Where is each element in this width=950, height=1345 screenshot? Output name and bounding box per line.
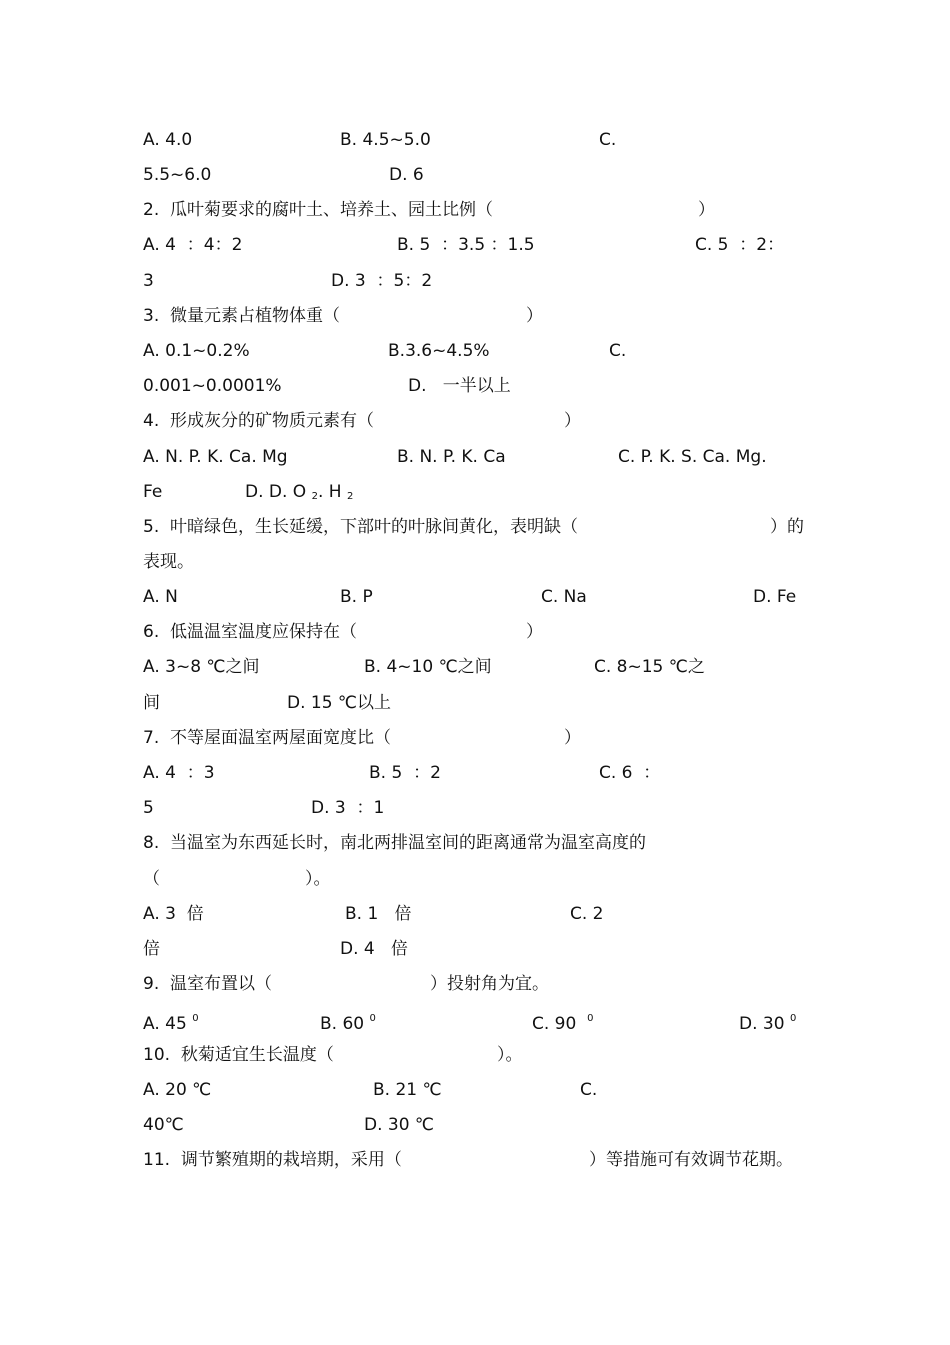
- q10-option-d: D. 30 ℃: [364, 1115, 435, 1135]
- q4-option-d: [245, 477, 353, 512]
- q3-option-a: A. 0.1~0.2%: [143, 341, 250, 361]
- q7-options-row-2: [0, 793, 950, 823]
- q1-options-row-2: [0, 160, 950, 190]
- q4-option-d-text-2: . H: [317, 482, 347, 502]
- q10-options-row-1: [0, 1075, 950, 1105]
- q4-option-c-continued: Fe: [143, 482, 163, 502]
- q9-option-a-degree: 0: [192, 1013, 199, 1024]
- q9-option-c-text: C. 90: [532, 1014, 588, 1034]
- q5-option-c: C. Na: [541, 587, 587, 607]
- q7-option-a: A. 4 ：3: [143, 763, 215, 783]
- q8-options-row-2: [0, 934, 950, 964]
- q2-stem: [0, 195, 950, 225]
- q10-option-c: C.: [580, 1080, 598, 1100]
- q9-option-b-text: B. 60: [320, 1014, 370, 1034]
- q11-stem: [0, 1145, 950, 1175]
- q4-stem: [0, 406, 950, 436]
- q10-text: 10. 秋菊适宜生长温度（: [143, 1045, 334, 1065]
- q4-text: 4. 形成灰分的矿物质元素有（: [143, 411, 375, 431]
- q6-option-c: C. 8~15 ℃之: [594, 657, 705, 677]
- q7-option-c-continued: 5: [143, 798, 154, 818]
- q5-stem-continued: [0, 547, 950, 577]
- q2-blank-close: ）: [698, 200, 715, 220]
- q10-options-row-2: [0, 1110, 950, 1140]
- q7-option-c: C. 6 ：: [599, 763, 661, 783]
- q4-option-d-subscript-1: 2: [311, 491, 318, 502]
- q3-option-c-continued: 0.001~0.0001%: [143, 376, 282, 396]
- q2-option-a: A. 4 ：4：2: [143, 235, 243, 255]
- q5-options: [0, 582, 950, 612]
- q10-option-b: B. 21 ℃: [373, 1080, 442, 1100]
- q11-blank-close: ）等措施可有效调节花期。: [589, 1150, 793, 1170]
- q9-option-d: [739, 1004, 796, 1039]
- q6-options-row-1: [0, 652, 950, 682]
- q9-option-d-text: D. 30: [739, 1014, 790, 1034]
- q7-text: 7. 不等屋面温室两屋面宽度比（: [143, 728, 392, 748]
- q6-text: 6. 低温温室温度应保持在（: [143, 622, 358, 642]
- q10-option-a: A. 20 ℃: [143, 1080, 212, 1100]
- q9-blank-close: ）投射角为宜。: [430, 974, 549, 994]
- q4-option-d-subscript-2: 2: [346, 491, 354, 502]
- q3-options-row-2: [0, 371, 950, 401]
- q5-blank-close: ）的: [770, 517, 804, 537]
- q8-options-row-1: [0, 899, 950, 929]
- q1-option-a: A. 4.0: [143, 130, 193, 150]
- q1-options-row-1: [0, 125, 950, 155]
- q2-option-b: B. 5 ：3.5 ：1.5: [397, 235, 535, 255]
- q3-blank-close: ）: [526, 306, 543, 326]
- q8-blank-open: （: [143, 869, 160, 889]
- q5-text: 5. 叶暗绿色，生长延缓，下部叶的叶脉间黄化，表明缺（: [143, 517, 579, 537]
- q3-option-b: B.3.6~4.5%: [388, 341, 490, 361]
- q9-option-a-text: A. 45: [143, 1014, 193, 1034]
- q6-option-d: D. 15 ℃以上: [287, 693, 392, 713]
- q5-stem: [0, 512, 950, 542]
- q8-option-c: C. 2: [570, 904, 604, 924]
- q5-option-b: B. P: [340, 587, 373, 607]
- q6-option-c-continued: 间: [143, 693, 160, 713]
- q5-option-d: D. Fe: [753, 587, 797, 607]
- q8-blank-close: ）。: [305, 869, 331, 889]
- q4-option-d-text: D. D. O: [245, 482, 312, 502]
- q3-option-d: D. 一半以上: [408, 376, 511, 396]
- q7-options-row-1: [0, 758, 950, 788]
- q3-stem: [0, 301, 950, 331]
- q3-options-row-1: [0, 336, 950, 366]
- q11-text: 11. 调节繁殖期的栽培期，采用（: [143, 1150, 402, 1170]
- q1-option-d: D. 6: [389, 165, 424, 185]
- q7-stem: [0, 723, 950, 753]
- q4-blank-close: ）: [564, 411, 581, 431]
- q2-option-d: D. 3 ：5：2: [331, 271, 433, 291]
- q8-option-c-continued: 倍: [143, 939, 160, 959]
- q9-option-d-degree: 0: [789, 1013, 797, 1024]
- q9-option-c-degree: 0: [587, 1013, 594, 1024]
- q9-option-b-degree: 0: [369, 1013, 376, 1024]
- q8-option-a: A. 3 倍: [143, 904, 204, 924]
- q4-option-c: C. P. K. S. Ca. Mg.: [618, 447, 767, 467]
- q2-option-c-continued: 3: [143, 271, 154, 291]
- q1-option-b: B. 4.5~5.0: [340, 130, 431, 150]
- q8-blank-row: [0, 864, 950, 894]
- q9-option-c: [532, 1004, 594, 1039]
- q1-option-c: C.: [599, 130, 617, 150]
- q8-stem: [0, 828, 950, 858]
- q10-blank-close: ）。: [497, 1045, 523, 1065]
- q2-option-c: C. 5 ：2：: [695, 235, 785, 255]
- q3-option-c: C.: [609, 341, 627, 361]
- q10-stem: [0, 1040, 950, 1070]
- q9-option-b: [320, 1004, 376, 1039]
- q6-options-row-2: [0, 688, 950, 718]
- q1-option-c-continued: 5.5~6.0: [143, 165, 212, 185]
- q6-option-b: B. 4~10 ℃之间: [364, 657, 492, 677]
- q8-text: 8. 当温室为东西延长时，南北两排温室间的距离通常为温室高度的: [143, 833, 647, 853]
- q2-text: 2. 瓜叶菊要求的腐叶土、培养土、园土比例（: [143, 200, 494, 220]
- q4-options-row-1: [0, 442, 950, 472]
- q7-option-b: B. 5 ：2: [369, 763, 441, 783]
- q6-blank-close: ）: [526, 622, 543, 642]
- q8-option-d: D. 4 倍: [340, 939, 408, 959]
- q8-option-b: B. 1 倍: [345, 904, 412, 924]
- q9-text: 9. 温室布置以（: [143, 974, 273, 994]
- q5-text-continued: 表现。: [143, 552, 194, 572]
- q10-option-c-continued: 40℃: [143, 1115, 184, 1135]
- q6-option-a: A. 3~8 ℃之间: [143, 657, 260, 677]
- q4-option-a: A. N. P. K. Ca. Mg: [143, 447, 288, 467]
- q5-option-a: A. N: [143, 587, 178, 607]
- q9-stem: [0, 969, 950, 999]
- q4-options-row-2: [0, 477, 950, 507]
- q4-option-b: B. N. P. K. Ca: [397, 447, 506, 467]
- q6-stem: [0, 617, 950, 647]
- q9-options: [0, 1004, 950, 1034]
- q9-option-a: [143, 1004, 199, 1039]
- q7-option-d: D. 3 ：1: [311, 798, 385, 818]
- q3-text: 3. 微量元素占植物体重（: [143, 306, 341, 326]
- q7-blank-close: ）: [564, 728, 581, 748]
- q2-options-row-1: [0, 230, 950, 260]
- q2-options-row-2: [0, 266, 950, 296]
